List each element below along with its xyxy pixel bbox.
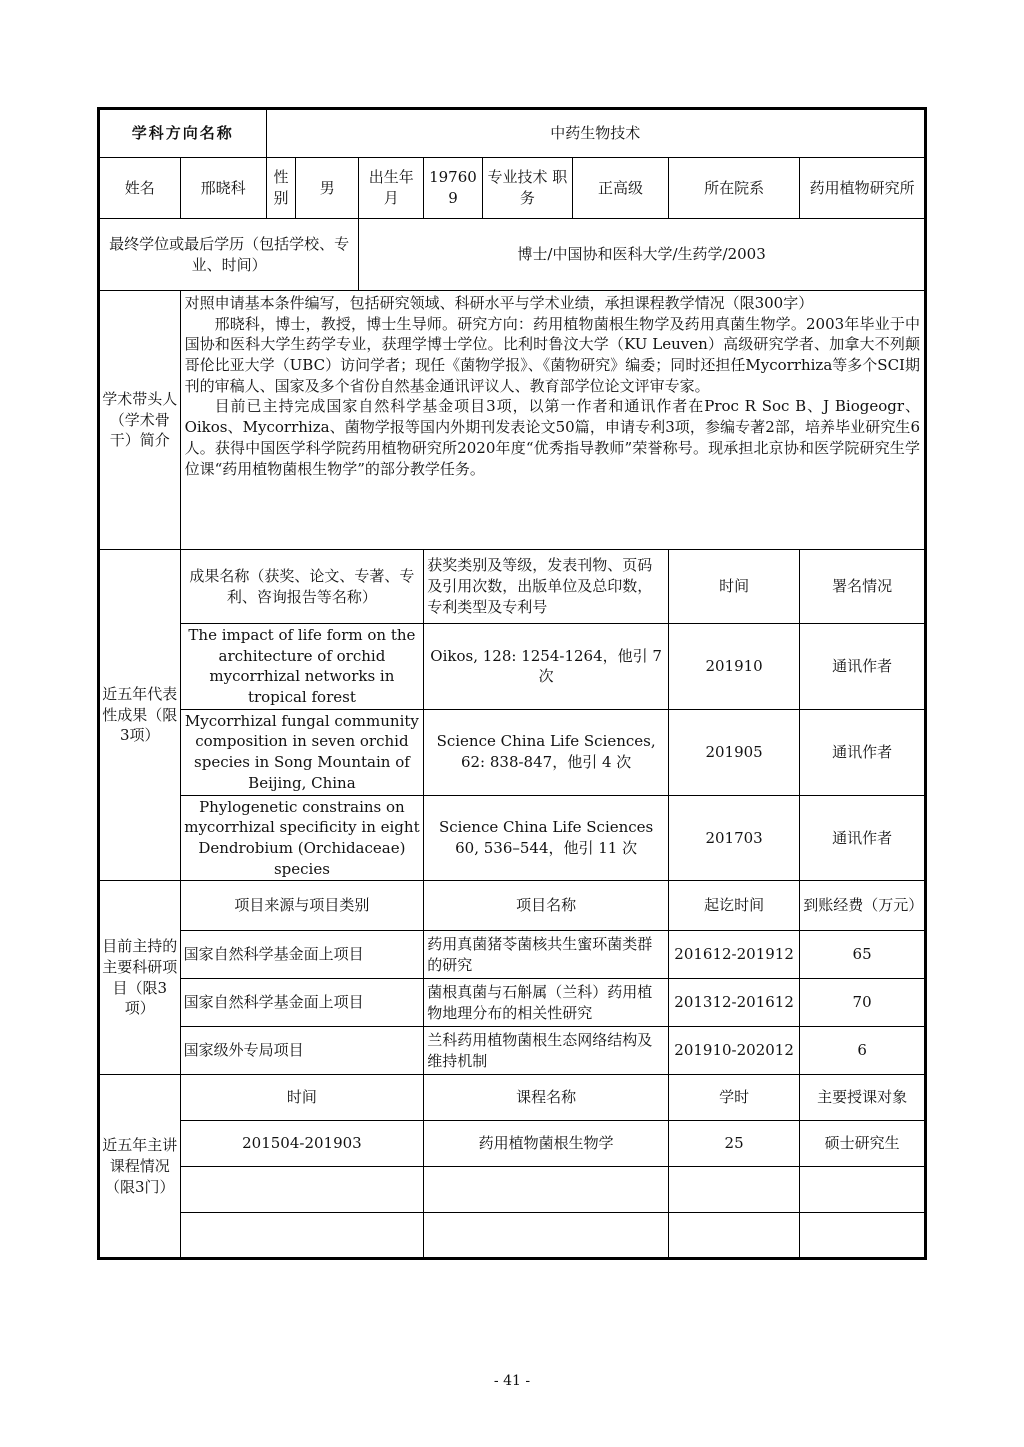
birth-value: 197609 <box>424 158 482 219</box>
achievements-header-row <box>99 550 926 624</box>
project-source: 国家自然科学基金面上项目 <box>180 979 424 1027</box>
projects-header-row <box>99 881 926 931</box>
achievement-sign: 通讯作者 <box>800 624 926 710</box>
person-row <box>99 158 926 219</box>
courses-header-audience: 主要授课对象 <box>800 1075 926 1121</box>
title-label: 专业技术 职 务 <box>482 158 572 219</box>
course-time <box>180 1213 424 1259</box>
degree-label: 最终学位或最后学历（包括学校、专业、时间） <box>99 219 359 291</box>
leader-row <box>99 291 926 550</box>
direction-value: 中药生物技术 <box>266 109 925 158</box>
course-row <box>99 1167 926 1213</box>
course-name: 药用植物菌根生物学 <box>424 1121 669 1167</box>
page-number: - 41 - <box>493 1373 531 1389</box>
achievement-time: 201910 <box>668 624 799 710</box>
name-value: 邢晓科 <box>180 158 266 219</box>
course-hours: 25 <box>668 1121 799 1167</box>
project-period: 201312-201612 <box>668 979 799 1027</box>
degree-row <box>99 219 926 291</box>
course-time: 201504-201903 <box>180 1121 424 1167</box>
achievements-header-name: 成果名称（获奖、论文、专著、专利、咨询报告等名称） <box>180 550 424 624</box>
project-source: 国家级外专局项目 <box>180 1027 424 1075</box>
achievement-time: 201905 <box>668 709 799 795</box>
achievement-time: 201703 <box>668 795 799 881</box>
leader-bio <box>180 291 925 550</box>
gender-label: 性别 <box>266 158 296 219</box>
achievement-sign: 通讯作者 <box>800 795 926 881</box>
project-row <box>99 1027 926 1075</box>
project-funds: 70 <box>800 979 926 1027</box>
achievement-sign: 通讯作者 <box>800 709 926 795</box>
birth-label: 出生年月 <box>359 158 424 219</box>
direction-row <box>99 109 926 158</box>
achievement-detail: Science China Life Sciences, 62: 838-847，他引 4 次 <box>424 709 669 795</box>
achievements-header-time: 时间 <box>668 550 799 624</box>
dept-value: 药用植物研究所 <box>800 158 926 219</box>
projects-label: 目前主持的主要科研项目（限3项） <box>99 881 181 1075</box>
achievement-row <box>99 624 926 710</box>
achievement-name: Mycorrhizal fungal community composition in seven orchid species in Song Mountain of Beijing, China <box>180 709 424 795</box>
course-audience <box>800 1213 926 1259</box>
achievement-row <box>99 709 926 795</box>
projects-header-name: 项目名称 <box>424 881 669 931</box>
leader-label: 学术带头人（学术骨干）简介 <box>99 291 181 550</box>
project-name: 药用真菌猪苓菌核共生蜜环菌类群的研究 <box>424 931 669 979</box>
application-form-table <box>97 107 927 1260</box>
course-audience: 硕士研究生 <box>800 1121 926 1167</box>
leader-intro: 对照申请基本条件编写，包括研究领域、科研水平与学术业绩，承担课程教学情况（限300字） <box>184 294 814 312</box>
courses-header-name: 课程名称 <box>424 1075 669 1121</box>
leader-paragraph-1: 邢晓科，博士，教授，博士生导师。研究方向：药用植物菌根生物学及药用真菌生物学。2003年毕业于中国协和医科大学生药学专业，获理学博士学位。比利时鲁汶大学（KU Leuven）高级研究学者、加拿大不列颠哥伦比亚大学（UBC）访问学者；现任《菌物学报》、《菌物研究》编委；同时还担任Mycorrhiza等多个SCI期刊的审稿人、国家及多个省份自然基金通讯评议人、教育部学位论文评审专家。 <box>184 314 920 395</box>
project-funds: 6 <box>800 1027 926 1075</box>
projects-header-funds: 到账经费（万元） <box>800 881 926 931</box>
course-row <box>99 1121 926 1167</box>
course-name <box>424 1213 669 1259</box>
project-funds: 65 <box>800 931 926 979</box>
title-value: 正高级 <box>573 158 669 219</box>
course-row <box>99 1213 926 1259</box>
achievement-row <box>99 795 926 881</box>
projects-header-source: 项目来源与项目类别 <box>180 881 424 931</box>
project-name: 兰科药用植物菌根生态网络结构及维持机制 <box>424 1027 669 1075</box>
courses-header-hours: 学时 <box>668 1075 799 1121</box>
achievements-header-sign: 署名情况 <box>800 550 926 624</box>
achievement-detail: Oikos, 128: 1254-1264，他引 7 次 <box>424 624 669 710</box>
degree-value: 博士/中国协和医科大学/生药学/2003 <box>359 219 926 291</box>
achievement-name: Phylogenetic constrains on mycorrhizal specificity in eight Dendrobium (Orchidaceae) species <box>180 795 424 881</box>
course-name <box>424 1167 669 1213</box>
project-period: 201612-201912 <box>668 931 799 979</box>
project-row <box>99 931 926 979</box>
course-time <box>180 1167 424 1213</box>
direction-label: 学科方向名称 <box>99 109 267 158</box>
course-audience <box>800 1167 926 1213</box>
achievements-header-detail: 获奖类别及等级，发表刊物、页码及引用次数，出版单位及总印数，专利类型及专利号 <box>424 550 669 624</box>
name-label: 姓名 <box>99 158 181 219</box>
dept-label: 所在院系 <box>668 158 799 219</box>
courses-header-time: 时间 <box>180 1075 424 1121</box>
project-period: 201910-202012 <box>668 1027 799 1075</box>
courses-header-row <box>99 1075 926 1121</box>
leader-paragraph-2: 目前已主持完成国家自然科学基金项目3项，以第一作者和通讯作者在Proc R Soc B、J Biogeogr、Oikos、Mycorrhiza、菌物学报等国内外期刊发表论文50篇，申请专利3项，参编专著2部，培养毕业研究生6人。获得中国医学科学院药用植物研究所2020年度“优秀指导教师”荣誉称号。现承担北京协和医学院研究生学位课“药用植物菌根生物学”的部分教学任务。 <box>184 397 920 478</box>
course-hours <box>668 1213 799 1259</box>
project-name: 菌根真菌与石斛属（兰科）药用植物地理分布的相关性研究 <box>424 979 669 1027</box>
courses-label: 近五年主讲课程情况（限3门） <box>99 1075 181 1259</box>
project-source: 国家自然科学基金面上项目 <box>180 931 424 979</box>
achievement-detail: Science China Life Sciences 60, 536–544，他引 11 次 <box>424 795 669 881</box>
gender-value: 男 <box>296 158 359 219</box>
project-row <box>99 979 926 1027</box>
course-hours <box>668 1167 799 1213</box>
achievement-name: The impact of life form on the architecture of orchid mycorrhizal networks in tropical forest <box>180 624 424 710</box>
projects-header-period: 起讫时间 <box>668 881 799 931</box>
achievements-label: 近五年代表性成果（限3项） <box>99 550 181 881</box>
